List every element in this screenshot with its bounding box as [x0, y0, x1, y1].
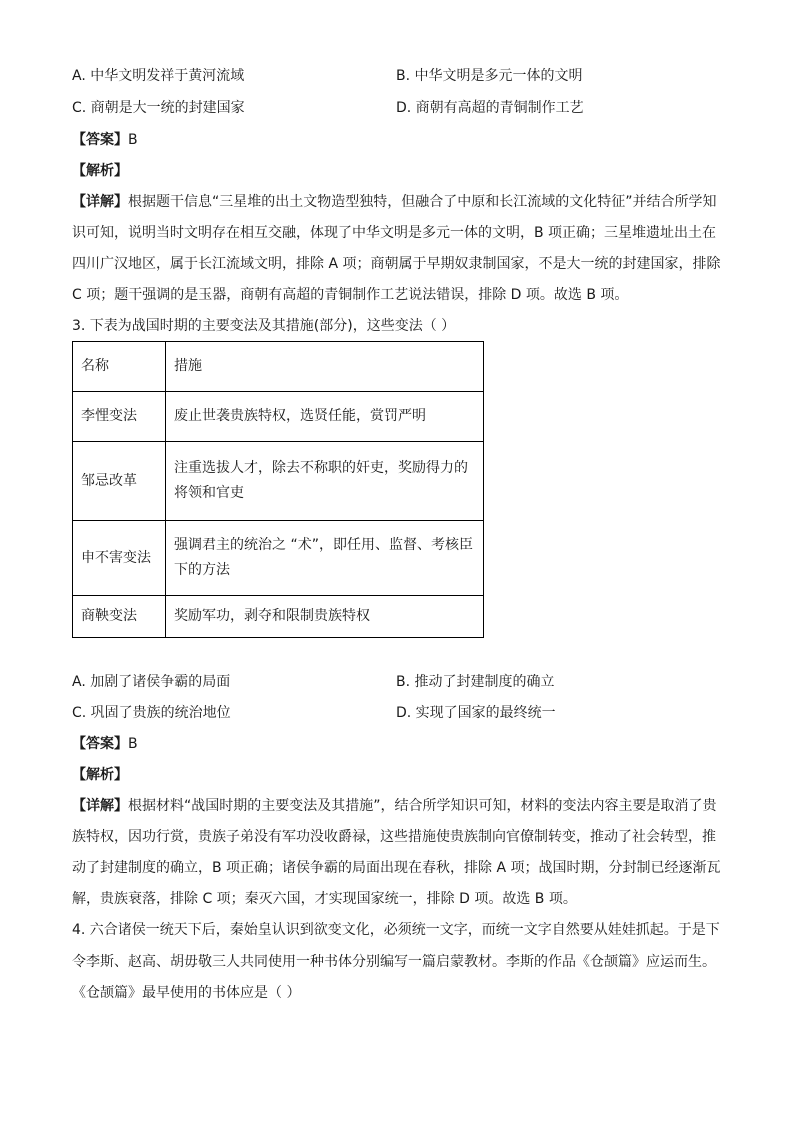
- reform-measure: [166, 442, 484, 521]
- table-row: [73, 392, 484, 442]
- reform-name: 申不害变法: [73, 521, 166, 596]
- q2-option-d: D. 商朝有高超的青铜制作工艺: [396, 100, 584, 116]
- q2-option-b: B. 中华文明是多元一体的文明: [396, 68, 583, 84]
- q2-answer: [72, 130, 138, 150]
- reform-measure: 废止世袭贵族特权，选贤任能，赏罚严明: [166, 392, 484, 442]
- q3-option-c: C. 巩固了贵族的统治地位: [72, 705, 231, 721]
- reform-measure: 奖励军功，剥夺和限制贵族特权: [166, 596, 484, 638]
- q2-detail-line-4: C 项；题干强调的是玉器，商朝有高超的青铜制作工艺说法错误，排除 D 项。故选 B 项。: [72, 287, 629, 303]
- q4-stem-line-1: 4. 六合诸侯一统天下后，秦始皇认识到欲变文化，必须统一文字，而统一文字自然要从娃娃抓起。于是下: [72, 922, 720, 938]
- table-row: [73, 442, 484, 521]
- q2-option-c: C. 商朝是大一统的封建国家: [72, 100, 245, 116]
- q3-option-d: D. 实现了国家的最终统一: [396, 705, 556, 721]
- reform-measure: [166, 521, 484, 596]
- detail-tag: 【详解】: [72, 194, 128, 210]
- q4-stem-line-2: 令李斯、赵高、胡毋敬三人共同使用一种书体分别编写一篇启蒙教材。李斯的作品《仓颉篇》应运而生。: [72, 954, 716, 970]
- answer-tag: 【答案】: [72, 132, 128, 148]
- table-row: [73, 521, 484, 596]
- measure-line: 强调君主的统治之 “术”，即任用、监督、考核臣: [174, 537, 473, 553]
- q3-detail-line-4: 解，贵族衰落，排除 C 项；秦灭六国，才实现国家统一，排除 D 项。故选 B 项。: [72, 891, 577, 907]
- q2-analysis-tag: 【解析】: [72, 163, 128, 179]
- reform-name: 邹忌改革: [73, 442, 166, 521]
- q2-detail-line-2: 识可知，说明当时文明存在相互交融，体现了中华文明是多元一体的文明，B 项正确；三星堆遗址出土在: [72, 225, 717, 241]
- reform-name: 商鞅变法: [73, 596, 166, 638]
- q3-detail-line-2: 族特权，因功行赏，贵族子弟没有军功没收爵禄，这些措施使贵族制向官僚制转变，推动了社会转型，推: [72, 829, 716, 845]
- answer-value: B: [128, 736, 138, 752]
- q2-detail-line-3: 四川广汉地区，属于长江流域文明，排除 A 项；商朝属于早期奴隶制国家，不是大一统的封建国家，排除: [72, 256, 721, 272]
- q3-answer: [72, 734, 138, 754]
- q3-analysis-tag: 【解析】: [72, 767, 128, 783]
- q2-detail-line-1: [72, 192, 717, 212]
- table-header-measure: 措施: [166, 342, 484, 392]
- table-row: [73, 596, 484, 638]
- q3-detail-line-1: [72, 796, 717, 816]
- reform-name: 李悝变法: [73, 392, 166, 442]
- q3-option-b: B. 推动了封建制度的确立: [396, 674, 555, 690]
- q3-detail-line-3: 动了封建制度的确立，B 项正确；诸侯争霸的局面出现在春秋，排除 A 项；战国时期，分封制已经逐渐瓦: [72, 860, 721, 876]
- answer-tag: 【答案】: [72, 736, 128, 752]
- q3-option-a: A. 加剧了诸侯争霸的局面: [72, 674, 231, 690]
- detail-tag: 【详解】: [72, 798, 128, 814]
- measure-line: 注重选拔人才，除去不称职的奸吏，奖励得力的: [174, 460, 468, 476]
- table-header-name: 名称: [73, 342, 166, 392]
- table-header-row: [73, 342, 484, 392]
- measure-line: 将领和官吏: [174, 485, 244, 501]
- q3-stem: 3. 下表为战国时期的主要变法及其措施(部分)，这些变法（ ）: [72, 318, 456, 334]
- answer-value: B: [128, 132, 138, 148]
- q2-option-a: A. 中华文明发祥于黄河流域: [72, 68, 245, 84]
- reform-table: [72, 341, 484, 638]
- q4-stem-line-3: 《仓颉篇》最早使用的书体应是（ ）: [72, 985, 301, 1001]
- detail-text: 根据材料“战国时期的主要变法及其措施”，结合所学知识可知，材料的变法内容主要是取消了贵: [128, 798, 717, 814]
- detail-text: 根据题干信息“三星堆的出土文物造型独特，但融合了中原和长江流域的文化特征”并结合所学知: [128, 194, 717, 210]
- measure-line: 下的方法: [174, 562, 230, 578]
